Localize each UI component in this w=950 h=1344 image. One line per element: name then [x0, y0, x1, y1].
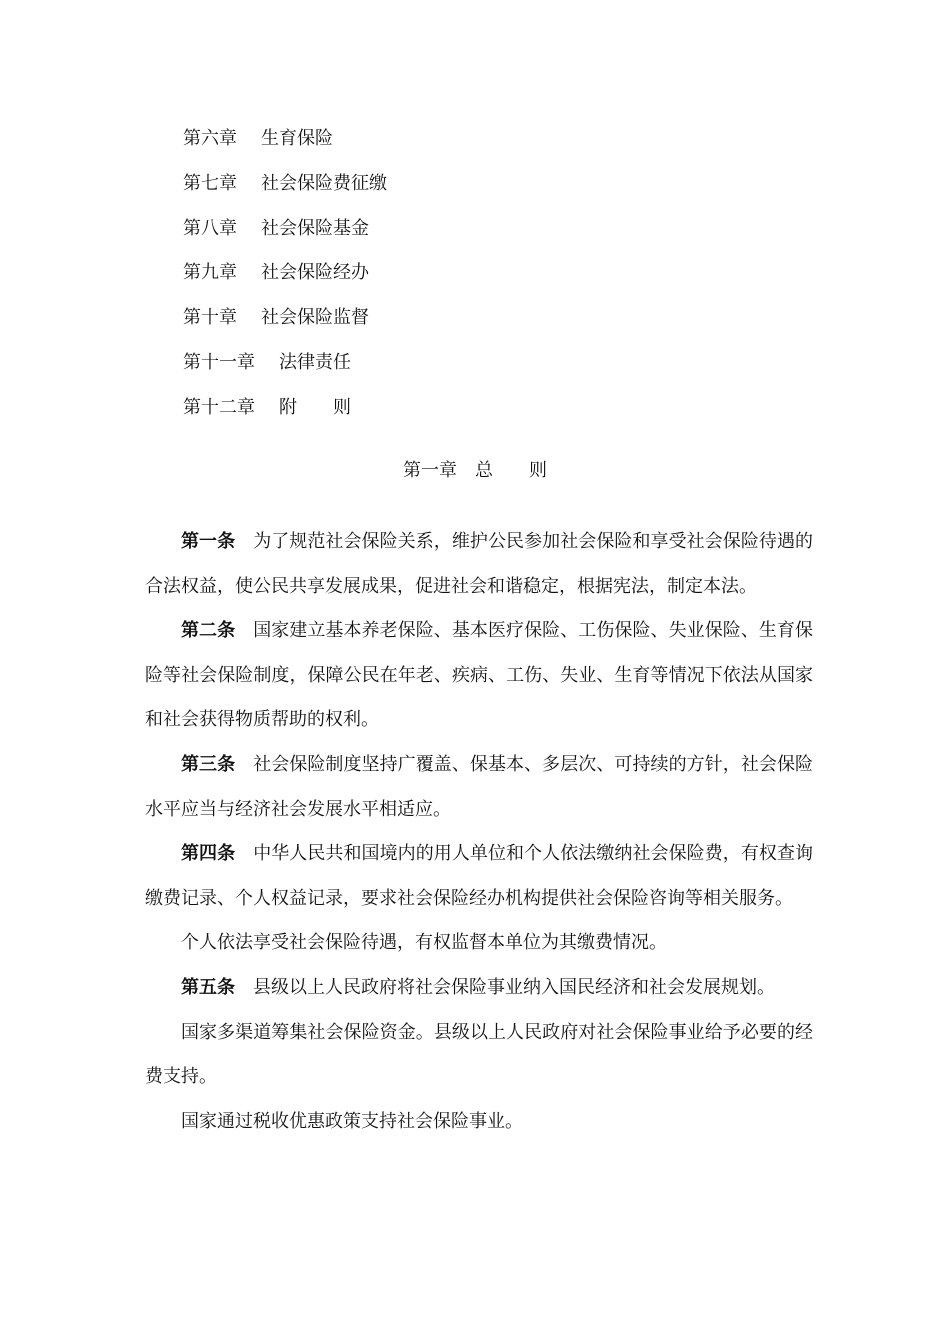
toc-chapter-title: 生育保险 — [261, 128, 333, 149]
toc-item — [183, 214, 783, 259]
toc-item — [183, 258, 783, 303]
toc-chapter-number: 第十一章 — [183, 351, 255, 373]
toc-chapter-title: 社会保险基金 — [261, 217, 369, 239]
article-number: 第三条 — [181, 753, 236, 775]
article-number: 第二条 — [181, 620, 236, 642]
paragraph — [145, 1011, 813, 1100]
chapter-title: 总 则 — [475, 460, 547, 481]
toc-item — [183, 124, 783, 169]
toc-chapter-number: 第十章 — [183, 307, 237, 329]
toc-chapter-number: 第八章 — [183, 217, 237, 239]
article-number: 第四条 — [181, 843, 236, 865]
article-text: 中华人民共和国境内的用人单位和个人依法缴纳社会保险费，有权查询缴费记录、个人权益记录，要求社会保险经办机构提供社会保险咨询等相关服务。 — [145, 843, 814, 909]
article-text: 国家建立基本养老保险、基本医疗保险、工伤保险、失业保险、生育保险等社会保险制度，保障公民在年老、疾病、工伤、失业、生育等情况下依法从国家和社会获得物质帮助的权利。 — [145, 620, 814, 731]
paragraph-text: 个人依法享受社会保险待遇，有权监督本单位为其缴费情况。 — [181, 932, 667, 954]
toc-chapter-number: 第十二章 — [183, 396, 255, 418]
chapter-number: 第一章 — [403, 460, 457, 481]
toc-item — [183, 169, 783, 214]
article-number: 第一条 — [181, 531, 236, 552]
table-of-contents — [183, 124, 783, 438]
toc-chapter-number: 第六章 — [183, 128, 237, 149]
paragraph — [145, 1100, 813, 1145]
toc-chapter-number: 第九章 — [183, 262, 237, 284]
document-body — [145, 520, 813, 1144]
toc-chapter-title: 社会保险费征缴 — [261, 172, 387, 194]
toc-chapter-title: 社会保险监督 — [261, 307, 369, 329]
toc-chapter-title: 附 则 — [279, 396, 351, 418]
article-paragraph — [145, 832, 813, 921]
toc-item — [183, 348, 783, 393]
toc-chapter-title: 社会保险经办 — [261, 262, 369, 284]
article-paragraph — [145, 966, 813, 1011]
article-paragraph — [145, 520, 813, 609]
toc-chapter-number: 第七章 — [183, 172, 237, 194]
article-text: 县级以上人民政府将社会保险事业纳入国民经济和社会发展规划。 — [253, 976, 775, 998]
article-text: 为了规范社会保险关系，维护公民参加社会保险和享受社会保险待遇的合法权益，使公民共享发展成果，促进社会和谐稳定，根据宪法，制定本法。 — [145, 531, 814, 597]
article-number: 第五条 — [181, 976, 235, 998]
article-paragraph — [145, 743, 813, 832]
article-paragraph — [145, 609, 813, 743]
paragraph-text: 国家多渠道筹集社会保险资金。县级以上人民政府对社会保险事业给予必要的经费支持。 — [145, 1021, 813, 1088]
toc-item — [183, 393, 783, 438]
toc-chapter-title: 法律责任 — [279, 351, 351, 373]
paragraph-text: 国家通过税收优惠政策支持社会保险事业。 — [181, 1110, 523, 1132]
paragraph — [145, 921, 813, 966]
chapter-heading — [0, 456, 950, 486]
article-text: 社会保险制度坚持广覆盖、保基本、多层次、可持续的方针，社会保险水平应当与经济社会发展水平相适应。 — [145, 753, 814, 820]
toc-item — [183, 303, 783, 348]
